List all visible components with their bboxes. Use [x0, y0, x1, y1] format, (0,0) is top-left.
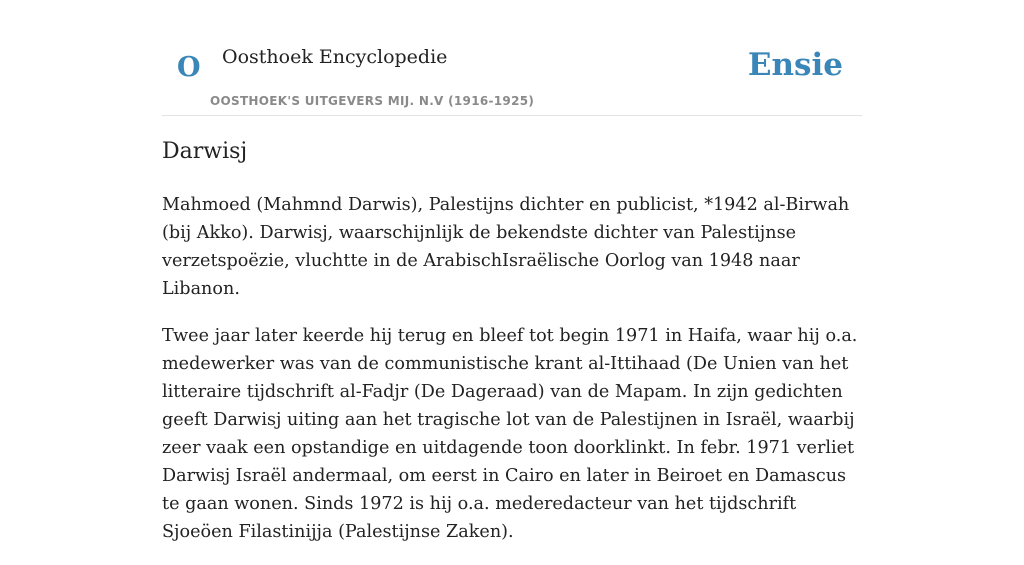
- ensie-logo-link[interactable]: Ensie: [747, 47, 843, 83]
- article-paragraph-1: Mahmoed (Mahmnd Darwis), Palestijns dichter en publicist, *1942 al-Birwah (bij Akko). Darwisj, waarschijnlijk de bekendste dichter van Palestijnse verzetspoëzie, vluchtte in de ArabischIsraëlische Oorlog van 1948 naar Libanon.: [162, 194, 850, 299]
- source-title-link[interactable]: Oosthoek Encyclopedie: [222, 46, 448, 68]
- source-publisher: OOSTHOEK'S UITGEVERS MIJ. N.V (1916-1925): [210, 94, 535, 108]
- article-paragraph-2: Twee jaar later keerde hij terug en bleef tot begin 1971 in Haifa, waar hij o.a. medewerker was van de communistische krant al-Ittihaad (De Unien van het litteraire tijdschrift al-Fadjr (De Dageraad) van de Mapam. In zijn gedichten geeft Darwisj uiting aan het tragische lot van de Palestijnen in Israël, waarbij zeer vaak een opstandige en uitdagende toon doorklinkt. In febr. 1971 verliet Darwisj Israël andermaal, om eerst in Cairo en later in Beiroet en Damascus te gaan wonen. Sinds 1972 is hij o.a. mederedacteur van het tijdschrift Sjoeöen Filastinijja (Palestijnse Zaken).: [162, 325, 858, 542]
- source-logo[interactable]: O: [177, 52, 201, 83]
- source-header: [162, 30, 862, 116]
- article-title: Darwisj: [162, 139, 248, 164]
- article: [162, 138, 864, 565]
